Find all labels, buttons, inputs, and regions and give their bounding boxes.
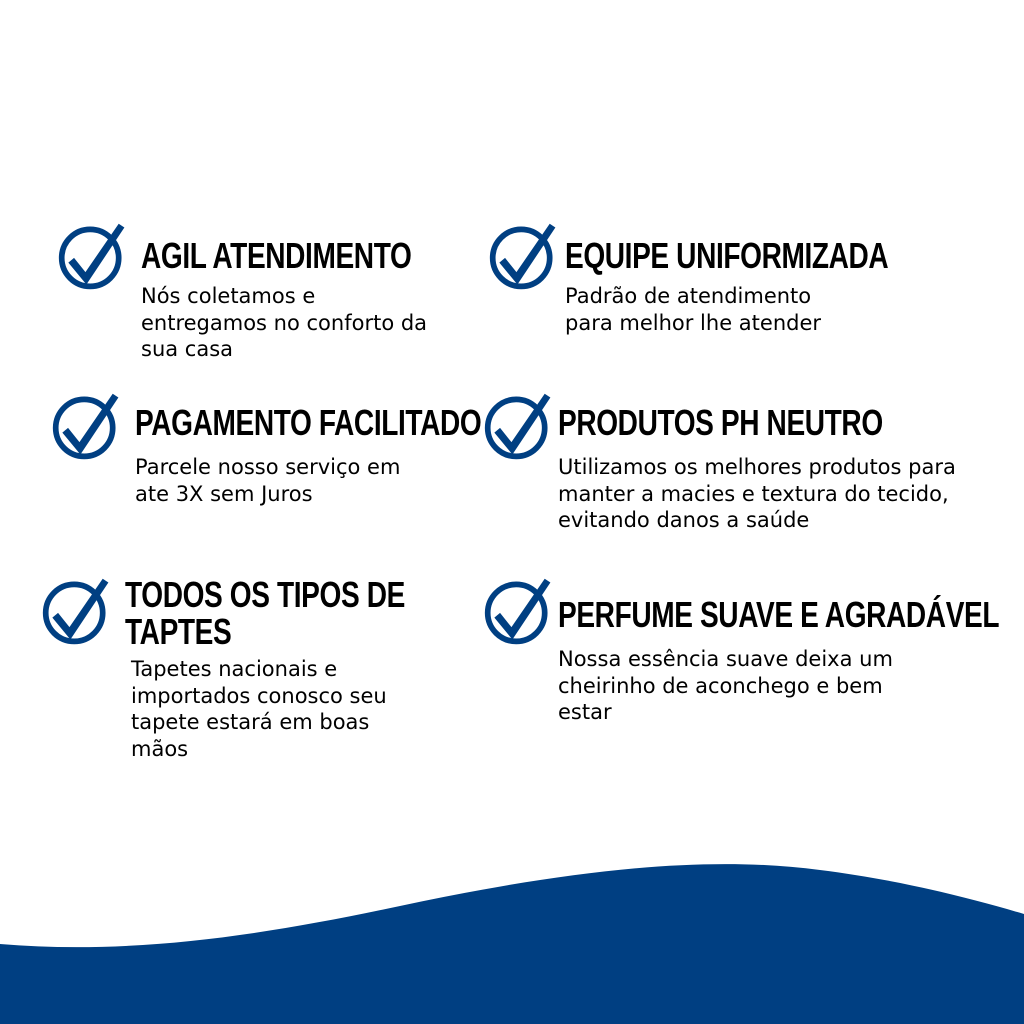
feature-title: EQUIPE UNIFORMIZADA <box>565 235 889 276</box>
feature-description: Tapetes nacionais e importados conosco seu tapete estará em boas mãos <box>131 657 387 761</box>
feature-title: AGIL ATENDIMENTO <box>141 235 412 276</box>
checkmark-circle-icon <box>40 573 116 649</box>
feature-description: Nós coletamos e entregamos no conforto da sua casa <box>141 284 428 361</box>
checkmark-circle-icon <box>56 218 132 294</box>
checkmark-circle-icon <box>50 388 126 464</box>
feature-description: Parcele nosso serviço em ate 3X sem Juros <box>135 455 401 506</box>
feature-description: Padrão de atendimento para melhor lhe atender <box>565 284 822 335</box>
checkmark-circle-icon <box>482 573 558 649</box>
feature-title: PRODUTOS PH NEUTRO <box>558 402 883 443</box>
feature-title: TODOS OS TIPOS DE TAPTES <box>125 574 405 652</box>
feature-title: PERFUME SUAVE E AGRADÁVEL <box>558 594 1000 635</box>
checkmark-circle-icon <box>487 218 563 294</box>
feature-description: Utilizamos os melhores produtos para manter a macies e textura do tecido, evitando danos a saúde <box>558 455 956 532</box>
checkmark-circle-icon <box>482 388 558 464</box>
bottom-wave-decoration <box>0 840 1024 1024</box>
feature-description: Nossa essência suave deixa um cheirinho de aconchego e bem estar <box>558 647 893 724</box>
feature-title: PAGAMENTO FACILITADO <box>135 402 482 443</box>
